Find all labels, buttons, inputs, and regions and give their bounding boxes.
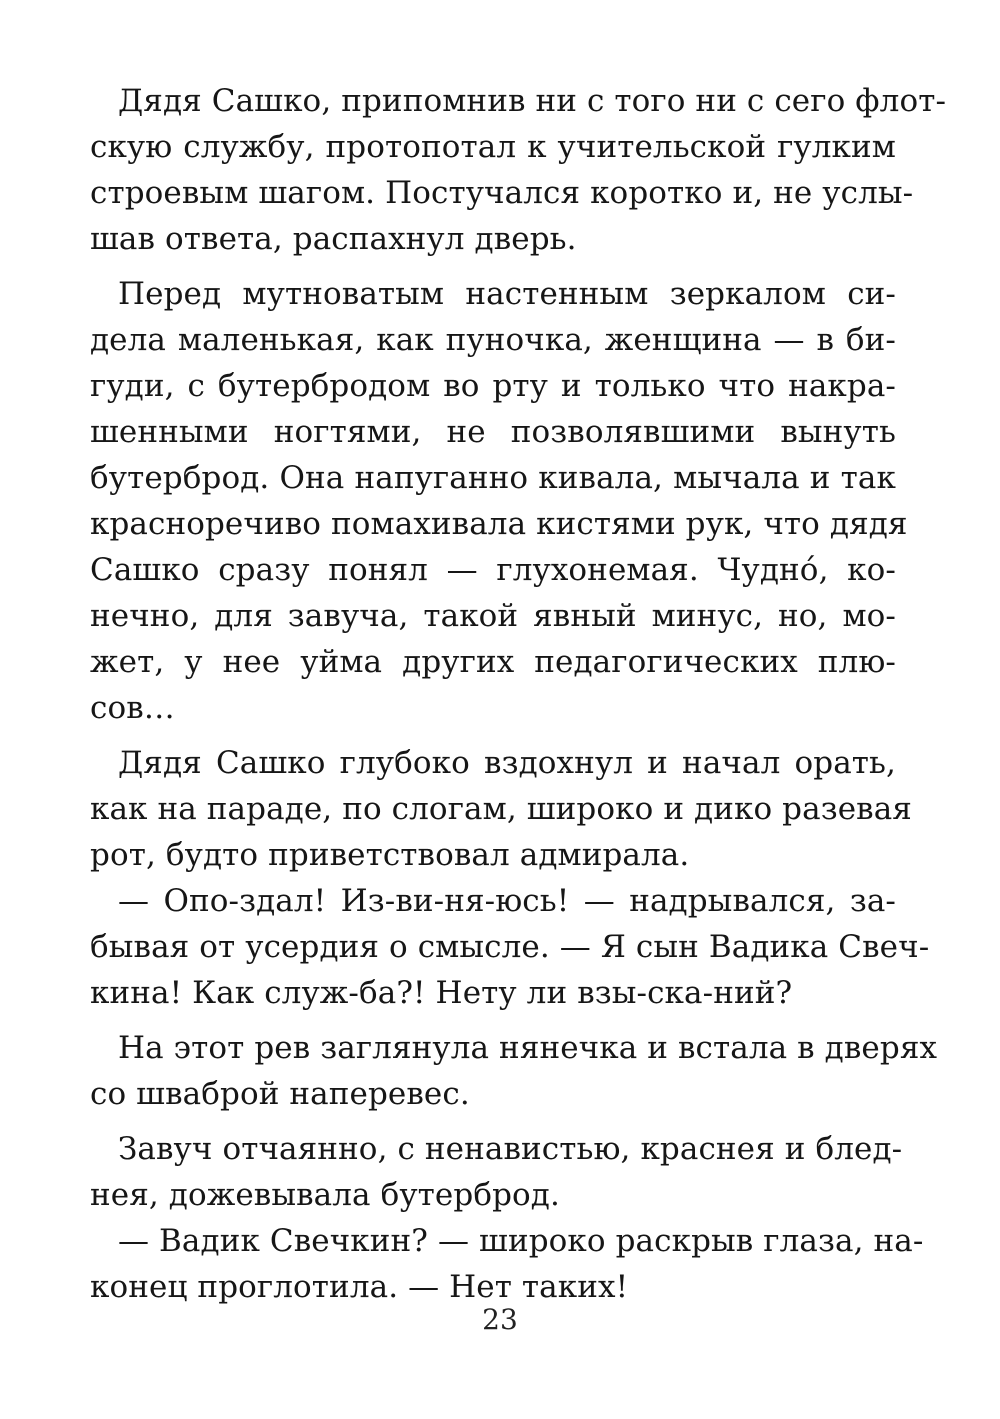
text-line: нея, дожевывала бутерброд. [90,1177,560,1213]
text-line: — Вадик Свечкин? — широко раскрыв глаза, на- [118,1223,924,1259]
text-line: шенными ногтями, не позволявшими вынуть [90,414,896,450]
text-line: конец проглотила. — Нет таких! [90,1269,629,1305]
text-line: сов… [90,690,175,726]
text-line: шав ответа, распахнул дверь. [90,221,577,257]
text-line: рот, будто приветствовал адмирала. [90,837,690,873]
text-line: красноречиво помахивала кистями рук, что дядя [90,506,908,542]
text-line: Дядя Сашко глубоко вздохнул и начал орать, [118,745,896,781]
paragraph-gap [90,262,896,271]
text-line: дела маленькая, как пуночка, женщина — в би- [90,322,896,358]
paragraph-gap [90,1117,896,1126]
text-line: строевым шагом. Постучался коротко и, не услы- [90,175,914,211]
text-line: бутерброд. Она напуганно кивала, мычала и так [90,460,896,496]
text-line: бывая от усердия о смысле. — Я сын Вадика Свеч- [90,929,930,965]
text-line: жет, у нее уйма других педагогических плю- [90,644,896,680]
paragraph-gap [90,731,896,740]
text-line: кина! Как служ-ба?! Нету ли взы-ска-ний? [90,975,793,1011]
text-line: На этот рев заглянула нянечка и встала в дверях [118,1030,938,1066]
text-line: скую службу, протопотал к учительской гулким [90,129,896,165]
text-line: Сашко сразу понял — глухонемая. Чудно́, ко- [90,552,896,588]
text-line: — Опо-здал! Из-ви-ня-юсь! — надрывался, за- [118,883,896,919]
text-line: со шваброй наперевес. [90,1076,470,1112]
text-line: как на параде, по слогам, широко и дико разевая [90,791,912,827]
text-line: гуди, с бутербродом во рту и только что накра- [90,368,896,404]
text-line: нечно, для завуча, такой явный минус, но, мо- [90,598,896,634]
body-text [90,78,947,1310]
text-line: Дядя Сашко, припомнив ни с того ни с сего флот- [118,83,947,119]
paragraph-gap [90,1016,896,1025]
text-line: Перед мутноватым настенным зеркалом си- [118,276,896,312]
text-line: Завуч отчаянно, с ненавистью, краснея и блед- [118,1131,903,1167]
page-number: 23 [482,1303,518,1336]
